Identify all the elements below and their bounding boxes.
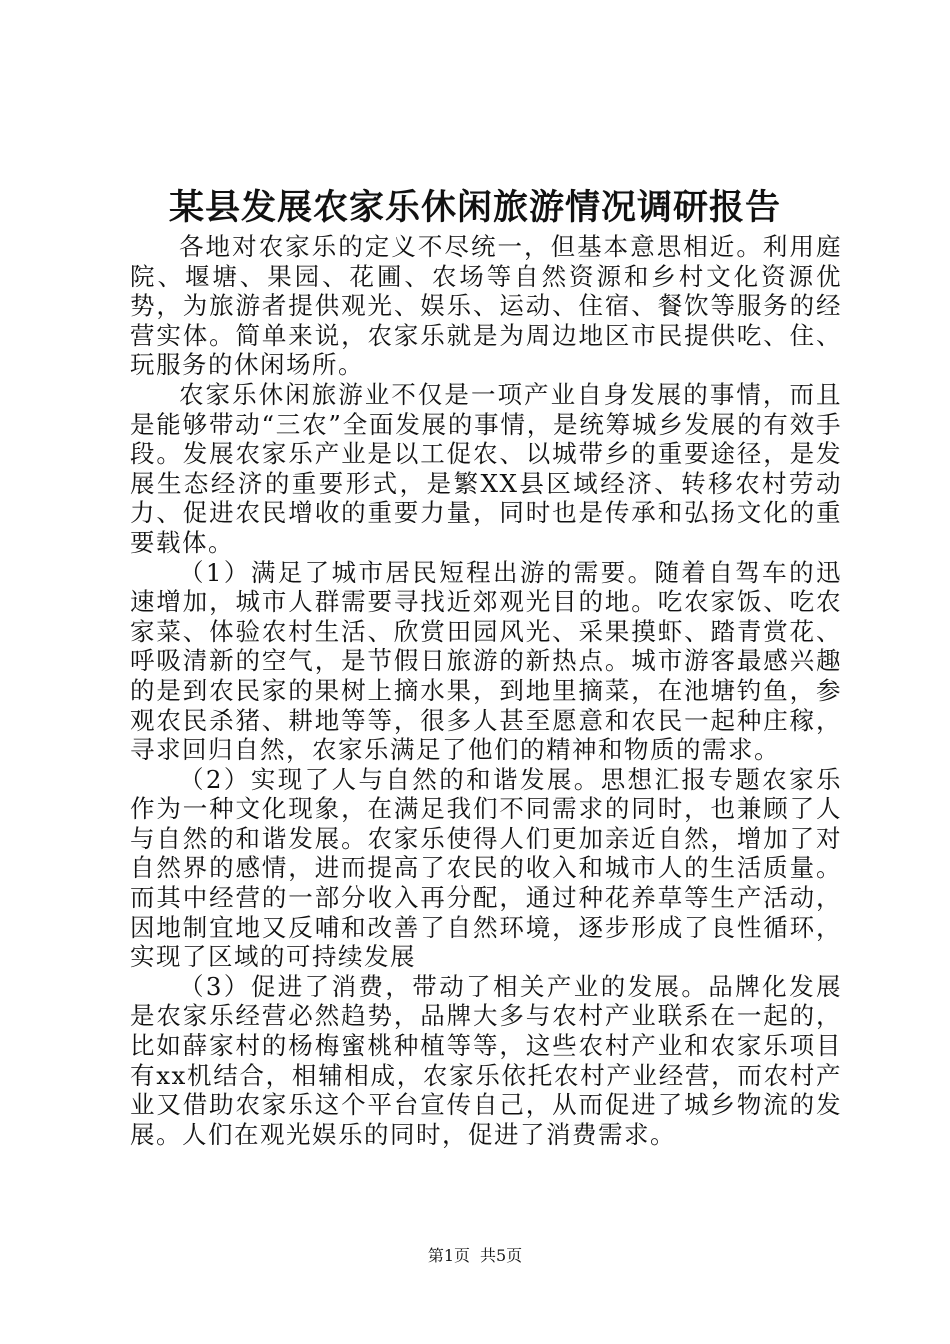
- paragraph-point-1: （1）满足了城市居民短程出游的需要。随着自驾车的迅速增加，城市人群需要寻找近郊观光目的地。吃农家饭、吃农家菜、体验农村生活、欣赏田园风光、采果摸虾、踏青赏花、呼吸清新的空气，是节假日旅游的新热点。城市游客最感兴趣的是到农民家的果树上摘水果，到地里摘菜，在池塘钓鱼，参观农民杀猪、耕地等等，很多人甚至愿意和农民一起种庄稼，寻求回归自然，农家乐满足了他们的精神和物质的需求。: [130, 557, 842, 765]
- page-number: 第1页: [427, 1246, 470, 1265]
- page-footer: [0, 1244, 950, 1268]
- paragraph-point-3: （3）促进了消费，带动了相关产业的发展。品牌化发展是农家乐经营必然趋势，品牌大多与农村产业联系在一起的，比如薛家村的杨梅蜜桃种植等等，这些农村产业和农家乐项目有xx机结合，相辅相成，农家乐依托农村产业经营，而农村产业又借助农家乐这个平台宣传自己，从而促进了城乡物流的发展。人们在观光娱乐的同时，促进了消费需求。: [130, 971, 842, 1149]
- document-body: [130, 232, 842, 1149]
- paragraph-significance: 农家乐休闲旅游业不仅是一项产业自身发展的事情，而且是能够带动“三农”全面发展的事情，是统筹城乡发展的有效手段。发展农家乐产业是以工促农、以城带乡的重要途径，是发展生态经济的重要形式，是繁XX县区域经济、转移农村劳动力、促进农民增收的重要力量，同时也是传承和弘扬文化的重要载体。: [130, 379, 842, 557]
- page-total: 共5页: [480, 1246, 523, 1265]
- paragraph-point-2: （2）实现了人与自然的和谐发展。思想汇报专题农家乐作为一种文化现象，在满足我们不同需求的同时，也兼顾了人与自然的和谐发展。农家乐使得人们更加亲近自然，增加了对自然界的感情，进而提高了农民的收入和城市人的生活质量。而其中经营的一部分收入再分配，通过种花养草等生产活动，因地制宜地又反哺和改善了自然环境，逐步形成了良性循环，实现了区域的可持续发展: [130, 764, 842, 972]
- paragraph-definition: 各地对农家乐的定义不尽统一，但基本意思相近。利用庭院、堰塘、果园、花圃、农场等自然资源和乡村文化资源优势，为旅游者提供观光、娱乐、运动、住宿、餐饮等服务的经营实体。简单来说，农家乐就是为周边地区市民提供吃、住、玩服务的休闲场所。: [130, 232, 842, 380]
- document-title: 某县发展农家乐休闲旅游情况调研报告: [168, 187, 781, 228]
